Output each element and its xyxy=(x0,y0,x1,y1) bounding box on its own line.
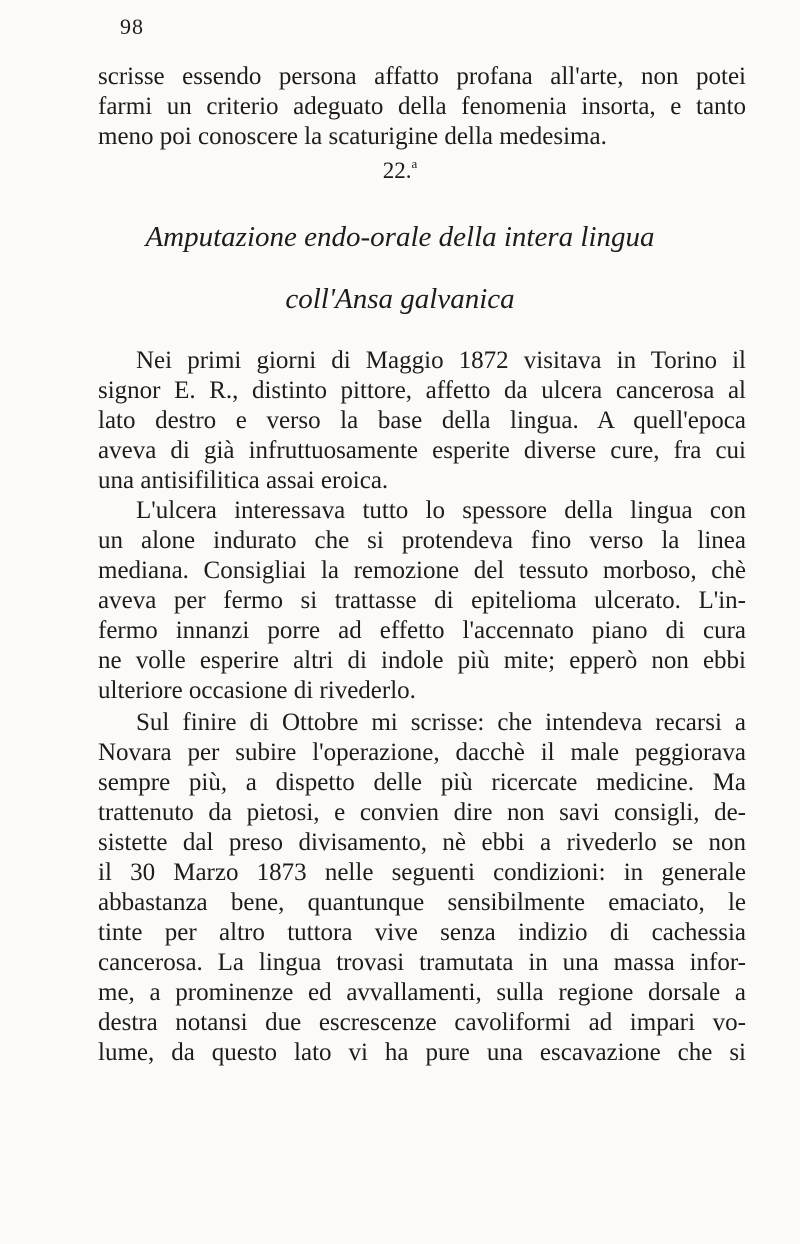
body-line-18: il 30 Marzo 1873 nelle seguenti condizioni: in generale xyxy=(98,859,746,886)
body-line-4: aveva di già infruttuosamente esperite diverse cure, fra cui xyxy=(98,437,746,464)
intro-line-2: farmi un criterio adeguato della fenomenia insorta, e tanto xyxy=(98,93,746,120)
body-line-3: lato destro e verso la base della lingua. A quell'epoca xyxy=(98,407,746,434)
body-line-20: tinte per altro tuttora vive senza indizio di cachessia xyxy=(98,919,746,946)
body-line-21: cancerosa. La lingua trovasi tramutata in una massa infor- xyxy=(98,949,746,976)
body-line-7: un alone indurato che si protendeva fino verso la linea xyxy=(98,527,746,554)
section-title-line-2: coll'Ansa galvanica xyxy=(285,283,515,315)
body-line-16: trattenuto da pietosi, e convien dire non savi consigli, de- xyxy=(98,799,746,826)
body-line-19: abbastanza bene, quantunque sensibilmente emaciato, le xyxy=(98,889,746,916)
body-line-2: signor E. R., distinto pittore, affetto da ulcera cancerosa al xyxy=(98,377,746,404)
intro-line-1: scrisse essendo persona affatto profana all'arte, non potei xyxy=(98,63,746,90)
body-line-24: lume, da questo lato vi ha pure una escavazione che si xyxy=(98,1039,746,1066)
section-number-suffix: a xyxy=(411,156,418,171)
body-line-22: me, a prominenze ed avvallamenti, sulla regione dorsale a xyxy=(98,979,746,1006)
page-number: 98 xyxy=(120,14,144,39)
section-number-value: 22. xyxy=(382,158,412,183)
body-line-23: destra notansi due escrescenze cavoliformi ad impari vo- xyxy=(98,1009,746,1036)
body-line-14: Novara per subire l'operazione, dacchè il male peggiorava xyxy=(98,739,746,766)
body-line-6: L'ulcera interessava tutto lo spessore della lingua con xyxy=(136,497,746,524)
body-line-5: una antisifilitica assai eroica. xyxy=(98,467,389,494)
body-line-8: mediana. Consigliai la remozione del tessuto morboso, chè xyxy=(98,557,746,584)
body-line-15: sempre più, a dispetto delle più ricercate medicine. Ma xyxy=(98,769,746,796)
section-number xyxy=(0,156,800,184)
body-line-10: fermo innanzi porre ad effetto l'accennato piano di cura xyxy=(98,617,746,644)
body-line-17: sistette dal preso divisamento, nè ebbi a rivederlo se non xyxy=(98,829,746,856)
body-line-1: Nei primi giorni di Maggio 1872 visitava in Torino il xyxy=(136,347,746,374)
body-line-9: aveva per fermo si trattasse di epitelioma ulcerato. L'in- xyxy=(98,587,746,614)
intro-line-3: meno poi conoscere la scaturigine della medesima. xyxy=(98,123,607,150)
body-line-11: ne volle esperire altri di indole più mite; epperò non ebbi xyxy=(98,647,746,674)
section-title-line-1: Amputazione endo-orale della intera lingua xyxy=(145,221,655,253)
body-line-13: Sul finire di Ottobre mi scrisse: che intendeva recarsi a xyxy=(136,709,746,736)
body-line-12: ulteriore occasione di rivederlo. xyxy=(98,677,416,704)
